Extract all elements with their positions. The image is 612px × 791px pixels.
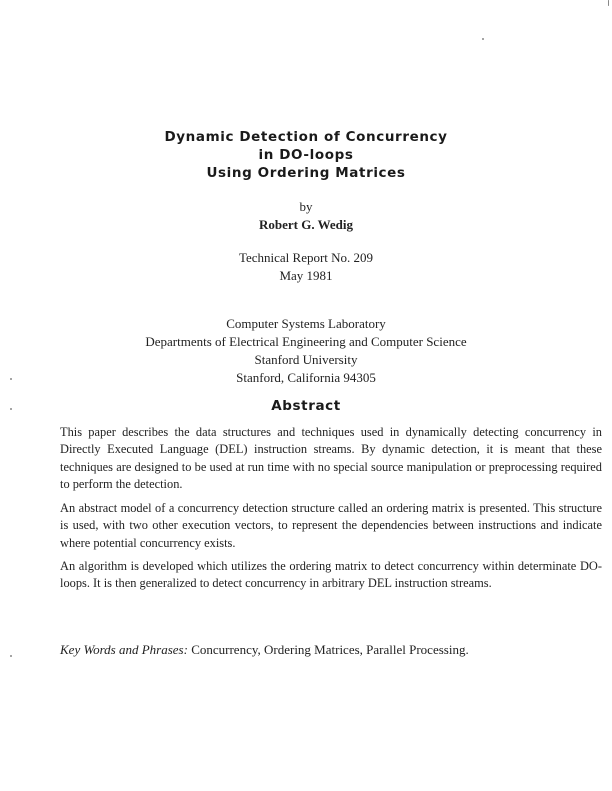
report-date: May 1981 [279,268,333,283]
abstract-paragraph-2: An abstract model of a concurrency detection structure called an ordering matrix is presented. This structure is used, with two other execution vectors, to represent the dependencies between instructions and indicate where potential concurrency exists. [60,501,602,550]
scan-speck [608,0,609,6]
affiliation-university: Stanford University [254,352,358,367]
scan-speck [10,408,12,410]
keywords [60,642,469,658]
abstract-paragraph-1: This paper describes the data structures and techniques used in dynamically detecting concurrency in Directly Executed Language (DEL) instruction streams. By dynamic detection, it is meant that these techniques are designed to be used at run time with no special source manipulation or preprocessing required to perform the detection. [60,425,602,491]
affiliation-address: Stanford, California 94305 [236,370,376,385]
title-line-2: in DO-loops [258,147,354,163]
keywords-text: Concurrency, Ordering Matrices, Parallel Processing. [191,642,469,657]
author: Robert G. Wedig [258,217,353,232]
scan-speck [10,655,12,657]
affiliation-lab: Computer Systems Laboratory [226,316,386,331]
abstract-heading: Abstract [271,398,341,414]
scan-speck [482,38,484,40]
keywords-label: Key Words and Phrases: [60,642,188,657]
affiliation-dept: Departments of Electrical Engineering and Computer Science [145,334,467,349]
title-line-3: Using Ordering Matrices [206,165,406,181]
report-number: Technical Report No. 209 [238,250,374,265]
title-line-1: Dynamic Detection of Concurrency [164,129,448,145]
abstract-paragraph-3: An algorithm is developed which utilizes the ordering matrix to detect concurrency within determinate DO-loops. It is then generalized to detect concurrency in arbitrary DEL instruction streams. [60,559,602,591]
scan-speck [10,378,12,380]
by-label: by [299,199,313,214]
